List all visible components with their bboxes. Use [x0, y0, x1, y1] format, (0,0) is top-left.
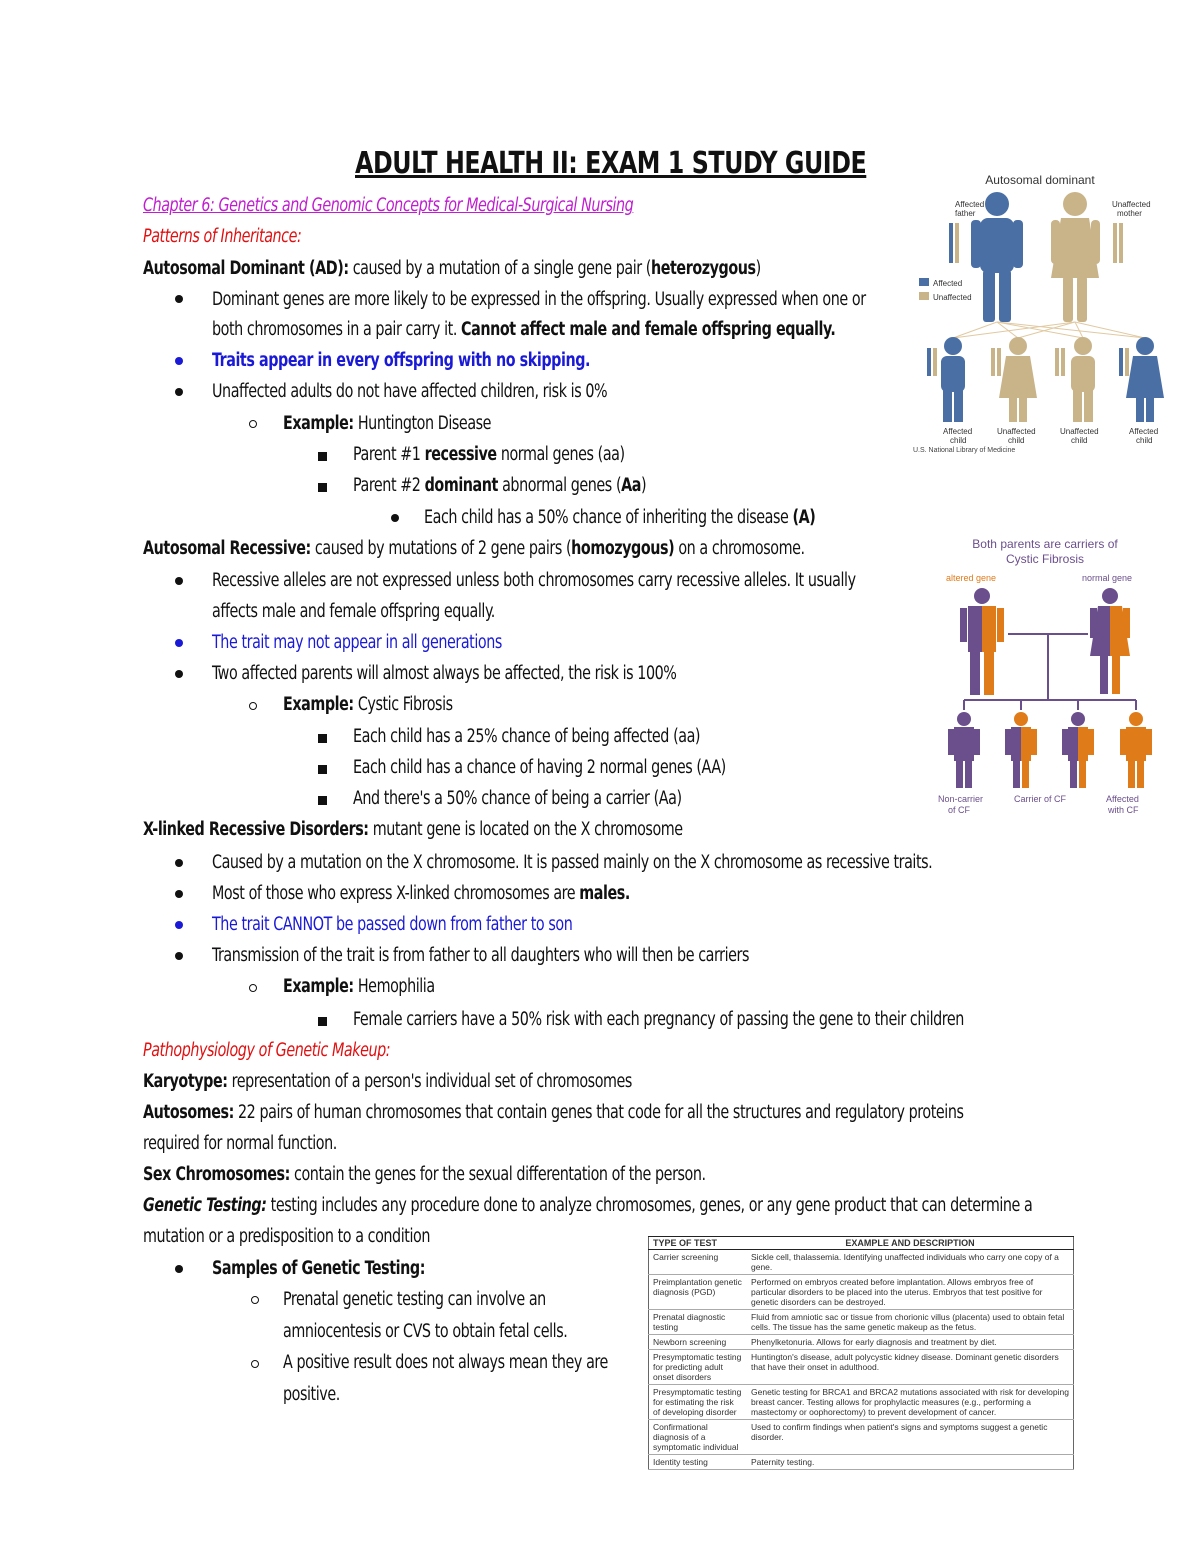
- autosomes-term: Autosomes:: [143, 1102, 234, 1123]
- ad-child-a: Each child has a 50% chance of inheriting the disease: [424, 507, 793, 528]
- table-cell: Performed on embryos created before implantation. Allows embryos free of particular disorders to be placed into the uterus. Embryos that test positive for genetic disorders can be destroyed.: [747, 1275, 1074, 1310]
- sample-1-line-2: amniocentesis or CVS to obtain fetal cells.: [283, 1321, 568, 1342]
- legend-unaffected-swatch: [919, 292, 929, 300]
- table-cell: Presymptomatic testing for predicting adult onset disorders: [649, 1350, 748, 1385]
- ad-parent-1: [353, 440, 625, 470]
- ar-example-label: Example:: [283, 694, 354, 715]
- fig2-affected: Affected: [1106, 794, 1139, 804]
- xl-bullet-2-a: Most of those who express X-linked chromosomes are: [212, 883, 580, 904]
- ad-bullet-2: Traits appear in every offspring with no skipping.: [212, 350, 591, 371]
- ad-bullet-1-line-1: Dominant genes are more likely to be expressed in the offspring. Usually expressed when one or: [212, 289, 866, 310]
- karyotype-term: Karyotype:: [143, 1071, 228, 1092]
- legend-unaffected: Unaffected: [933, 293, 972, 302]
- cystic-fibrosis-figure: [930, 534, 1160, 824]
- fig2-carrier: Carrier of CF: [1014, 794, 1067, 804]
- bullet-square-icon: [318, 1017, 327, 1026]
- bullet-circle-icon: [249, 984, 257, 992]
- carrier-child-figure: [1005, 712, 1037, 788]
- table-cell: Fluid from amniotic sac or tissue from chorionic villus (placenta) used to obtain fetal cells. The tissue has the same genetic makeup as the fetus.: [747, 1310, 1074, 1335]
- fig1-child-2: Unaffected: [997, 427, 1036, 436]
- testing-term: Genetic Testing:: [143, 1195, 267, 1216]
- ar-definition: [143, 534, 805, 564]
- fig1-child-1-b: child: [950, 436, 967, 445]
- table-cell: Presymptomatic testing for estimating the risk of developing disorder: [649, 1385, 748, 1420]
- fig2-non-carrier-b: of CF: [948, 805, 971, 815]
- fig1-child-3-b: child: [1071, 436, 1088, 445]
- ad-parent-2-d: Aa: [621, 475, 641, 496]
- bullet-dot-icon: [175, 295, 183, 303]
- sex-text: contain the genes for the sexual differentation of the person.: [289, 1164, 706, 1185]
- fig1-child-2-b: child: [1008, 436, 1025, 445]
- carrier-father-figure: [960, 588, 1004, 695]
- table-cell: Carrier screening: [649, 1250, 748, 1275]
- patho-heading: Pathophysiology of Genetic Makeup:: [143, 1040, 391, 1061]
- ad-parent-2: [353, 471, 646, 501]
- ad-example-value: Huntington Disease: [353, 413, 492, 434]
- testing-text: testing includes any procedure done to analyze chromosomes, genes, or any gene product that can determine a: [266, 1195, 1033, 1216]
- table-cell: Identity testing: [649, 1455, 748, 1470]
- chromosome-icon: [949, 223, 959, 263]
- table-row: [649, 1420, 1074, 1455]
- fig1-child-4-b: child: [1136, 436, 1153, 445]
- ad-def-close: ): [755, 258, 761, 279]
- ar-sub-2: Each child has a chance of having 2 normal genes (AA): [353, 757, 726, 778]
- fig1-child-4: Affected: [1129, 427, 1159, 436]
- table-cell: Preimplantation genetic diagnosis (PGD): [649, 1275, 748, 1310]
- ad-parent-2-c: abnormal genes (: [497, 475, 622, 496]
- bullet-dot-icon: [175, 670, 183, 678]
- ar-sub-1: Each child has a 25% chance of being affected (aa): [353, 726, 701, 747]
- xl-example-label: Example:: [283, 976, 354, 997]
- unaffected-child-3-figure: [1071, 337, 1095, 422]
- xl-bullet-3: The trait CANNOT be passed down from father to son: [212, 914, 573, 935]
- bullet-dot-icon: [175, 1265, 183, 1273]
- ar-example: [283, 690, 453, 720]
- sex-chromosomes-def: [143, 1160, 706, 1190]
- xl-bullet-4: Transmission of the trait is from father to all daughters who will then be carriers: [212, 945, 750, 966]
- bullet-circle-icon: [249, 420, 257, 428]
- table-cell: Paternity testing.: [747, 1455, 1074, 1470]
- sex-term: Sex Chromosomes:: [143, 1164, 290, 1185]
- xl-example: [283, 972, 435, 1002]
- ar-bullet-1-line-1: Recessive alleles are not expressed unless both chromosomes carry recessive alleles. It usually: [212, 570, 856, 591]
- xl-sub-1: Female carriers have a 50% risk with each pregnancy of passing the gene to their children: [353, 1009, 964, 1030]
- ar-def-c: on a chromosome.: [674, 538, 805, 559]
- karyotype-text: representation of a person's individual set of chromosomes: [227, 1071, 632, 1092]
- autosomes-text: 22 pairs of human chromosomes that contain genes that code for all the structures and regulatory proteins: [233, 1102, 964, 1123]
- bullet-square-icon: [318, 734, 327, 743]
- fig2-non-carrier: Non-carrier: [938, 794, 984, 804]
- bullet-dot-icon: [175, 639, 183, 647]
- bullet-circle-icon: [249, 702, 257, 710]
- table-row: [649, 1250, 1074, 1275]
- sample-2-line-1: A positive result does not always mean they are: [283, 1352, 608, 1373]
- fig1-unaffected-mother: Unaffected: [1112, 200, 1151, 209]
- affected-child-figure: [1120, 712, 1152, 788]
- non-carrier-child-figure: [948, 712, 980, 788]
- unaffected-mother-figure: [1051, 192, 1100, 322]
- autosomes-def-line-1: [143, 1098, 964, 1128]
- ad-bullet-1-bold: Cannot affect male and female offspring equally.: [461, 319, 836, 340]
- bullet-square-icon: [318, 452, 327, 461]
- inheritance-lines: [953, 322, 1145, 338]
- xl-bullet-2: [212, 879, 630, 909]
- ar-bullet-2: The trait may not appear in all generations: [212, 632, 502, 653]
- table-cell: Phenylketonuria. Allows for early diagnosis and treatment by diet.: [747, 1335, 1074, 1350]
- legend-affected-swatch: [919, 278, 929, 286]
- ad-parent-2-a: Parent #2: [353, 475, 425, 496]
- ar-def-a: caused by mutations of 2 gene pairs (: [310, 538, 572, 559]
- xl-term: X-linked Recessive Disorders:: [143, 819, 369, 840]
- table-header-example: EXAMPLE AND DESCRIPTION: [747, 1237, 1074, 1250]
- bullet-dot-icon: [175, 890, 183, 898]
- fig2-altered-gene: altered gene: [946, 573, 997, 583]
- bullet-square-icon: [318, 796, 327, 805]
- fig2-normal-gene: normal gene: [1082, 573, 1133, 583]
- legend-affected: Affected: [933, 279, 963, 288]
- ad-parent-1-a: Parent #1: [353, 444, 425, 465]
- ad-bullet-3: Unaffected adults do not have affected children, risk is 0%: [212, 381, 608, 402]
- sample-1-line-1: Prenatal genetic testing can involve an: [283, 1289, 546, 1310]
- table-cell: Used to confirm findings when patient's signs and symptoms suggest a genetic disorder.: [747, 1420, 1074, 1455]
- bullet-dot-icon: [175, 577, 183, 585]
- sample-2-line-2: positive.: [283, 1384, 340, 1405]
- table-row: [649, 1455, 1074, 1470]
- fig1-child-1: Affected: [943, 427, 973, 436]
- table-cell: Sickle cell, thalassemia. Identifying unaffected individuals who carry one copy of a gene.: [747, 1250, 1074, 1275]
- table-cell: Prenatal diagnostic testing: [649, 1310, 748, 1335]
- bullet-circle-icon: [251, 1360, 259, 1368]
- table-row: [649, 1350, 1074, 1385]
- ar-sub-3: And there's a 50% chance of being a carrier (Aa): [353, 788, 682, 809]
- table-cell: Huntington's disease, adult polycystic kidney disease. Dominant genetic disorders that have their onset in adulthood.: [747, 1350, 1074, 1385]
- ad-example: [283, 409, 491, 439]
- chapter-heading: Chapter 6: Genetics and Genomic Concepts for Medical-Surgical Nursing: [143, 195, 634, 216]
- affected-father-figure: [971, 192, 1023, 322]
- testing-def-line-1: [143, 1191, 1032, 1221]
- fig2-affected-b: with CF: [1108, 805, 1139, 815]
- carrier-mother-figure: [1090, 588, 1130, 694]
- autosomes-def-line-2: required for normal function.: [143, 1133, 337, 1154]
- ar-term: Autosomal Recessive:: [143, 538, 311, 559]
- ad-parent-1-c: normal genes (aa): [496, 444, 625, 465]
- bullet-circle-icon: [251, 1296, 259, 1304]
- ad-child-chance: [424, 503, 815, 533]
- bullet-square-icon: [318, 765, 327, 774]
- fig1-affected-father: Affected: [955, 200, 985, 209]
- ar-bullet-1-line-2: affects male and female offspring equally.: [212, 601, 495, 622]
- fig1-title: Autosomal dominant: [985, 173, 1095, 187]
- bullet-dot-icon: [391, 514, 399, 522]
- ad-child-b: (A): [792, 507, 816, 528]
- table-cell: Newborn screening: [649, 1335, 748, 1350]
- genetic-testing-table: [648, 1236, 1074, 1470]
- ad-parent-2-b: dominant: [424, 475, 498, 496]
- ad-def-text: caused by a mutation of a single gene pair (: [348, 258, 651, 279]
- ad-parent-2-e: ): [640, 475, 647, 496]
- fig1-child-3: Unaffected: [1060, 427, 1099, 436]
- ad-definition: [143, 254, 761, 284]
- bullet-square-icon: [318, 483, 327, 492]
- karyotype-def: [143, 1067, 632, 1097]
- bullet-dot-icon: [175, 952, 183, 960]
- affected-child-4-figure: [1126, 337, 1164, 422]
- ar-def-b: homozygous): [571, 538, 675, 559]
- patterns-heading: Patterns of Inheritance:: [143, 226, 302, 247]
- xl-definition: [143, 815, 683, 845]
- ad-heterozygous: heterozygous: [650, 258, 756, 279]
- fig1-father-word: father: [955, 209, 976, 218]
- ad-bullet-1-line-2: [212, 315, 835, 345]
- chromosome-icon: [1113, 223, 1123, 263]
- carrier-child-2-figure: [1062, 712, 1094, 788]
- autosomal-dominant-figure: [905, 168, 1167, 458]
- fig2-title-line-1: Both parents are carriers of: [972, 537, 1118, 551]
- ad-example-label: Example:: [283, 413, 354, 434]
- affected-child-1-figure: [941, 337, 965, 422]
- ar-example-value: Cystic Fibrosis: [353, 694, 453, 715]
- table-row: [649, 1275, 1074, 1310]
- xl-bullet-2-b: males.: [579, 883, 630, 904]
- bullet-dot-icon: [175, 357, 183, 365]
- xl-bullet-1: Caused by a mutation on the X chromosome. It is passed mainly on the X chromosome as recessive traits.: [212, 852, 933, 873]
- table-row: [649, 1385, 1074, 1420]
- page-title: ADULT HEALTH II: EXAM 1 STUDY GUIDE: [355, 146, 867, 181]
- table-cell: Genetic testing for BRCA1 and BRCA2 mutations associated with risk for developing breast cancer. Testing allows for prophylactic measures (e.g., performing a mastectomy or oophorectomy) to prevent development of cancer.: [747, 1385, 1074, 1420]
- table-cell: Confirmational diagnosis of a symptomatic individual: [649, 1420, 748, 1455]
- ad-bullet-1-text: both chromosomes in a pair carry it.: [212, 319, 462, 340]
- table-header-row: [649, 1237, 1074, 1250]
- xl-def: mutant gene is located on the X chromosome: [368, 819, 683, 840]
- fig1-mother-word: mother: [1117, 209, 1142, 218]
- unaffected-child-2-figure: [999, 337, 1037, 422]
- ad-parent-1-b: recessive: [424, 444, 497, 465]
- ad-term: Autosomal Dominant (AD):: [143, 258, 349, 279]
- fig1-credit: U.S. National Library of Medicine: [913, 447, 1016, 454]
- fig2-title-line-2: Cystic Fibrosis: [1005, 552, 1085, 566]
- testing-def-line-2: mutation or a predisposition to a condition: [143, 1226, 430, 1247]
- table-header-type: TYPE OF TEST: [649, 1237, 748, 1250]
- bullet-dot-icon: [175, 388, 183, 396]
- ar-bullet-3: Two affected parents will almost always be affected, the risk is 100%: [212, 663, 677, 684]
- xl-example-value: Hemophilia: [353, 976, 435, 997]
- table-row: [649, 1335, 1074, 1350]
- samples-heading: Samples of Genetic Testing:: [212, 1258, 426, 1279]
- table-row: [649, 1310, 1074, 1335]
- bullet-dot-icon: [175, 921, 183, 929]
- bullet-dot-icon: [175, 859, 183, 867]
